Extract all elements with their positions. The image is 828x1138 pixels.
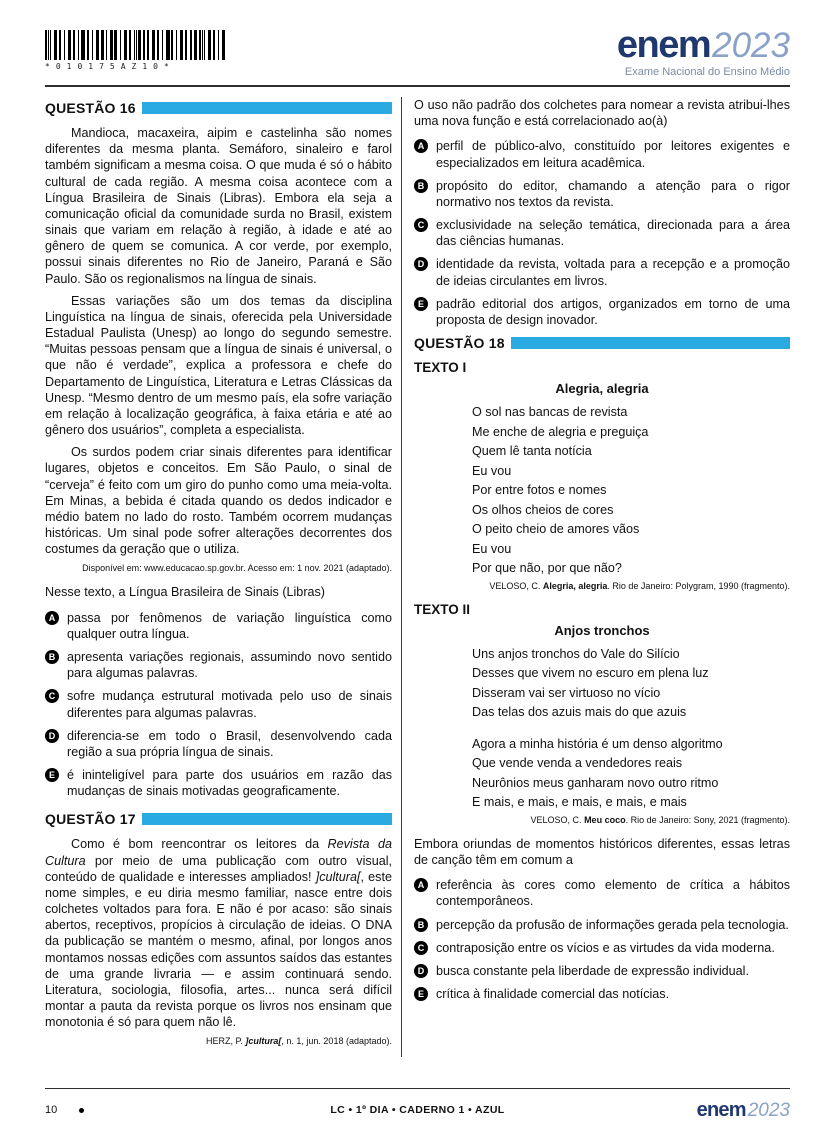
option-b bbox=[414, 178, 790, 210]
option-e bbox=[45, 767, 392, 799]
option-text: referência às cores como elemento de crítica a hábitos contemporâneos. bbox=[436, 878, 790, 909]
question-16-paragraph: Os surdos podem criar sinais diferentes para identificar lugares, objetos e conceitos. Em São Paulo, o sinal de “cerveja” é feito com um giro do punho como uma meia-volta. Em Minas, a bebida é citada quando os dedos indicador e médio batem no lado do rosto. Também ocorrem mudanças históricas. Um sinal pode sofrer alterações decorrentes dos costumes da geração que o utiliza. bbox=[45, 445, 392, 557]
option-c bbox=[414, 940, 790, 956]
source-suffix: . Rio de Janeiro: Sony, 2021 (fragmento). bbox=[625, 814, 790, 825]
option-b bbox=[414, 917, 790, 933]
option-letter-icon: A bbox=[414, 139, 428, 153]
poem-line: Quem lê tanta notícia bbox=[472, 444, 592, 459]
option-text: busca constante pela liberdade de expressão individual. bbox=[436, 963, 749, 978]
question-header-bar bbox=[142, 102, 392, 114]
question-16-title: QUESTÃO 16 bbox=[45, 100, 136, 116]
page-footer bbox=[45, 1096, 790, 1124]
option-d bbox=[45, 728, 392, 760]
question-17 bbox=[45, 811, 392, 1046]
question-17-title: QUESTÃO 17 bbox=[45, 811, 136, 828]
poem-line: Disseram vai ser virtuoso no vício bbox=[472, 685, 661, 700]
page-number: 10 bbox=[45, 1104, 58, 1116]
option-letter-icon: E bbox=[45, 768, 59, 782]
question-18-title: QUESTÃO 18 bbox=[414, 335, 505, 352]
text-segment: , este nome simples, e eu diria mesmo familiar, nasce entre dois colchetes voltados para fora. E não é por acaso: são sinais abertos, receptivos, propícios à circulação de ideias. O DNA da publicação se mantém o mesmo, afinal, por longos anos montamos nossas edições com assuntos saídos das estantes de uma grande livraria — e assim continuará sendo. Literatura, sociologia, filosofia, artes... nunca será difícil montar a pauta da revista porque os livros nos ensinam que monotonia é só para quem não lê. bbox=[45, 869, 392, 1030]
option-a bbox=[414, 877, 790, 909]
question-17-continuation bbox=[414, 97, 790, 328]
source-suffix: . Rio de Janeiro: Polygram, 1990 (fragmento). bbox=[607, 580, 790, 591]
option-d bbox=[414, 256, 790, 288]
option-b bbox=[45, 649, 392, 681]
poem-line: Eu vou bbox=[472, 463, 512, 478]
question-16-header bbox=[45, 100, 392, 116]
texto-2-title: Anjos tronchos bbox=[554, 622, 650, 638]
source-citation bbox=[414, 581, 790, 591]
footer-caption: LC • 1º DIA • CADERNO 1 • AZUL bbox=[330, 1104, 505, 1116]
question-16-paragraph: Essas variações são um dos temas da disciplina Linguística na língua de sinais, oferecida pela Universidade Estadual Paulista (Unesp) ao longo do segundo semestre. “Muitas pessoas pensam que a língua de sinais é universal, o que não é verdade”, explica a professora e chefe do Departamento de Linguística, Literatura e Letras Clássicas da Unesp. “Mesmo dentro de um mesmo país, ela sofre variação em relação à localização geográfica, à faixa etária e até ao gênero dos usuários”, completa a especialista. bbox=[45, 293, 392, 438]
poem-line: Que vende venda a vendedores reais bbox=[472, 756, 683, 771]
option-text: exclusividade na seleção temática, direcionada para a área das ciências humanas. bbox=[436, 218, 790, 249]
source-citation bbox=[414, 815, 790, 825]
texto-1-title: Alegria, alegria bbox=[555, 381, 649, 397]
poem-line-blank bbox=[472, 723, 790, 735]
source-work-title: ]cultura[ bbox=[245, 1036, 282, 1047]
barcode-text: *010175AZ10* bbox=[45, 62, 175, 71]
source-citation: Disponível em: www.educacao.sp.gov.br. Acesso em: 1 nov. 2021 (adaptado). bbox=[82, 563, 392, 574]
question-18 bbox=[414, 335, 790, 1002]
source-work-title: Meu coco bbox=[584, 814, 626, 825]
option-text: crítica à finalidade comercial das notícias. bbox=[436, 987, 670, 1002]
page-header bbox=[45, 26, 790, 78]
option-c bbox=[414, 217, 790, 249]
option-text: percepção da profusão de informações gerada pela tecnologia. bbox=[436, 917, 789, 932]
poem-line: E mais, e mais, e mais, e mais, e mais bbox=[472, 795, 687, 810]
question-17-paragraph bbox=[45, 836, 392, 1030]
question-18-header bbox=[414, 335, 790, 351]
option-letter-icon: C bbox=[414, 218, 428, 232]
option-letter-icon: D bbox=[45, 729, 59, 743]
texto-2-label: TEXTO II bbox=[414, 601, 471, 617]
option-letter-icon: A bbox=[45, 611, 59, 625]
source-work-title: Alegria, alegria bbox=[542, 580, 608, 591]
source-suffix: , n. 1, jun. 2018 (adaptado). bbox=[281, 1036, 392, 1047]
option-text: contraposição entre os vícios e as virtudes da vida moderna. bbox=[436, 940, 775, 955]
poem-line: Os olhos cheios de cores bbox=[472, 502, 614, 517]
text-segment-italic: ]cultura[ bbox=[315, 869, 361, 884]
enem-logo-wordmark bbox=[617, 26, 790, 64]
enem-logo-year: 2023 bbox=[712, 26, 790, 65]
poem-line: Das telas dos azuis mais do que azuis bbox=[472, 705, 687, 720]
source-citation bbox=[45, 1036, 392, 1046]
option-text: passa por fenômenos de variação linguística como qualquer outra língua. bbox=[67, 610, 392, 641]
barcode-icon bbox=[45, 30, 227, 60]
poem-line: Uns anjos tronchos do Vale do Silício bbox=[472, 646, 680, 661]
poem-line: Agora a minha história é um denso algoritmo bbox=[472, 736, 723, 751]
option-letter-icon: B bbox=[414, 179, 428, 193]
option-text: perfil de público-alvo, constituído por leitores exigentes e especializados em leitura acadêmica. bbox=[436, 139, 790, 170]
option-c bbox=[45, 688, 392, 720]
option-e bbox=[414, 986, 790, 1002]
option-letter-icon: C bbox=[45, 689, 59, 703]
option-letter-icon: A bbox=[414, 878, 428, 892]
option-letter-icon: E bbox=[414, 297, 428, 311]
poem-line: O sol nas bancas de revista bbox=[472, 405, 628, 420]
option-text: identidade da revista, voltada para a recepção e a promoção de ideias circulantes em livros. bbox=[436, 257, 790, 288]
source-prefix: VELOSO, C. bbox=[530, 814, 585, 825]
question-header-bar bbox=[142, 813, 392, 825]
poem-line: Por entre fotos e nomes bbox=[472, 483, 607, 498]
option-letter-icon: E bbox=[414, 987, 428, 1001]
source-prefix: VELOSO, C. bbox=[489, 580, 543, 591]
text-segment-italic: Revista da Cultura bbox=[45, 837, 392, 868]
question-header-bar bbox=[511, 337, 790, 349]
enem-logo bbox=[617, 26, 790, 78]
option-letter-icon: B bbox=[414, 918, 428, 932]
enem-logo-text: enem bbox=[696, 1098, 746, 1121]
option-letter-icon: D bbox=[414, 964, 428, 978]
poem-line: Desses que vivem no escuro em plena luz bbox=[472, 666, 709, 681]
source-prefix: HERZ, P. bbox=[206, 1036, 246, 1047]
enem-logo-year: 2023 bbox=[747, 1099, 790, 1121]
option-text: sofre mudança estrutural motivada pelo uso de sinais diferentes para algumas palavras. bbox=[67, 689, 392, 720]
question-16-paragraph: Mandioca, macaxeira, aipim e castelinha são nomes diferentes da mesma planta. Semáforo, sinaleiro e farol também significam a mesma coisa. O que muda é só o hábito cultural de cada região. A mesma coisa acontece com a Língua Brasileira de Sinais (Libras). Embora ela seja a comunicação oficial da comunidade surda no Brasil, existem sinais que variam em relação à região, à idade e até ao gênero de quem se comunica. A cor verde, por exemplo, possui sinais diferentes no Rio de Janeiro, Paraná e São Paulo. São os regionalismos na língua de sinais. bbox=[45, 126, 392, 286]
poem-line: Por que não, por que não? bbox=[472, 561, 622, 576]
enem-logo-subtitle: Exame Nacional do Ensino Médio bbox=[624, 66, 790, 78]
footer-enem-logo bbox=[697, 1099, 790, 1122]
left-column bbox=[45, 97, 401, 1057]
poem-line: Neurônios meus ganharam novo outro ritmo bbox=[472, 775, 719, 790]
text-segment: por meio de uma publicação com outro visual, conteúdo de qualidade e interesses ampliados! bbox=[45, 853, 392, 884]
footer-divider bbox=[45, 1088, 790, 1089]
separator-dot-icon bbox=[79, 1108, 84, 1113]
question-16 bbox=[45, 100, 392, 799]
poem-line: Me enche de alegria e preguiça bbox=[472, 424, 649, 439]
texto-1-label: TEXTO I bbox=[414, 360, 467, 376]
option-letter-icon: C bbox=[414, 941, 428, 955]
option-e bbox=[414, 296, 790, 328]
option-text: apresenta variações regionais, assumindo novo sentido para algumas palavras. bbox=[67, 649, 392, 681]
poem-line: O peito cheio de amores vãos bbox=[472, 522, 640, 537]
texto-1-poem bbox=[472, 403, 790, 579]
question-17-header bbox=[45, 811, 392, 827]
option-text: padrão editorial dos artigos, organizados em torno de uma proposta de design inovador. bbox=[436, 296, 790, 327]
footer-left bbox=[45, 1104, 84, 1116]
option-text: é ininteligível para parte dos usuários em razão das mudanças de sinais motivadas geograficamente. bbox=[67, 768, 392, 799]
question-16-stem: Nesse texto, a Língua Brasileira de Sinais (Libras) bbox=[45, 585, 326, 600]
barcode-block bbox=[45, 26, 227, 71]
question-18-stem: Embora oriundas de momentos históricos diferentes, essas letras de canção têm em comum a bbox=[414, 836, 790, 867]
option-text: propósito do editor, chamando a atenção para o rigor normativo nos textos da revista. bbox=[436, 178, 790, 209]
option-d bbox=[414, 963, 790, 979]
option-a bbox=[45, 610, 392, 642]
right-column bbox=[401, 97, 790, 1057]
enem-logo-text: enem bbox=[616, 24, 711, 66]
content-columns bbox=[45, 97, 790, 1057]
option-a bbox=[414, 138, 790, 170]
text-segment: Como é bom reencontrar os leitores da bbox=[71, 837, 328, 852]
header-divider bbox=[45, 85, 790, 87]
option-letter-icon: D bbox=[414, 257, 428, 271]
question-17-stem: O uso não padrão dos colchetes para nomear a revista atribui-lhes uma nova função e está correlacionado ao(à) bbox=[414, 98, 790, 129]
poem-line: Eu vou bbox=[472, 541, 512, 556]
option-letter-icon: B bbox=[45, 650, 59, 664]
option-text: diferencia-se em todo o Brasil, desenvolvendo cada região a sua própria língua de sinais. bbox=[67, 728, 392, 759]
texto-2-poem bbox=[472, 645, 790, 813]
